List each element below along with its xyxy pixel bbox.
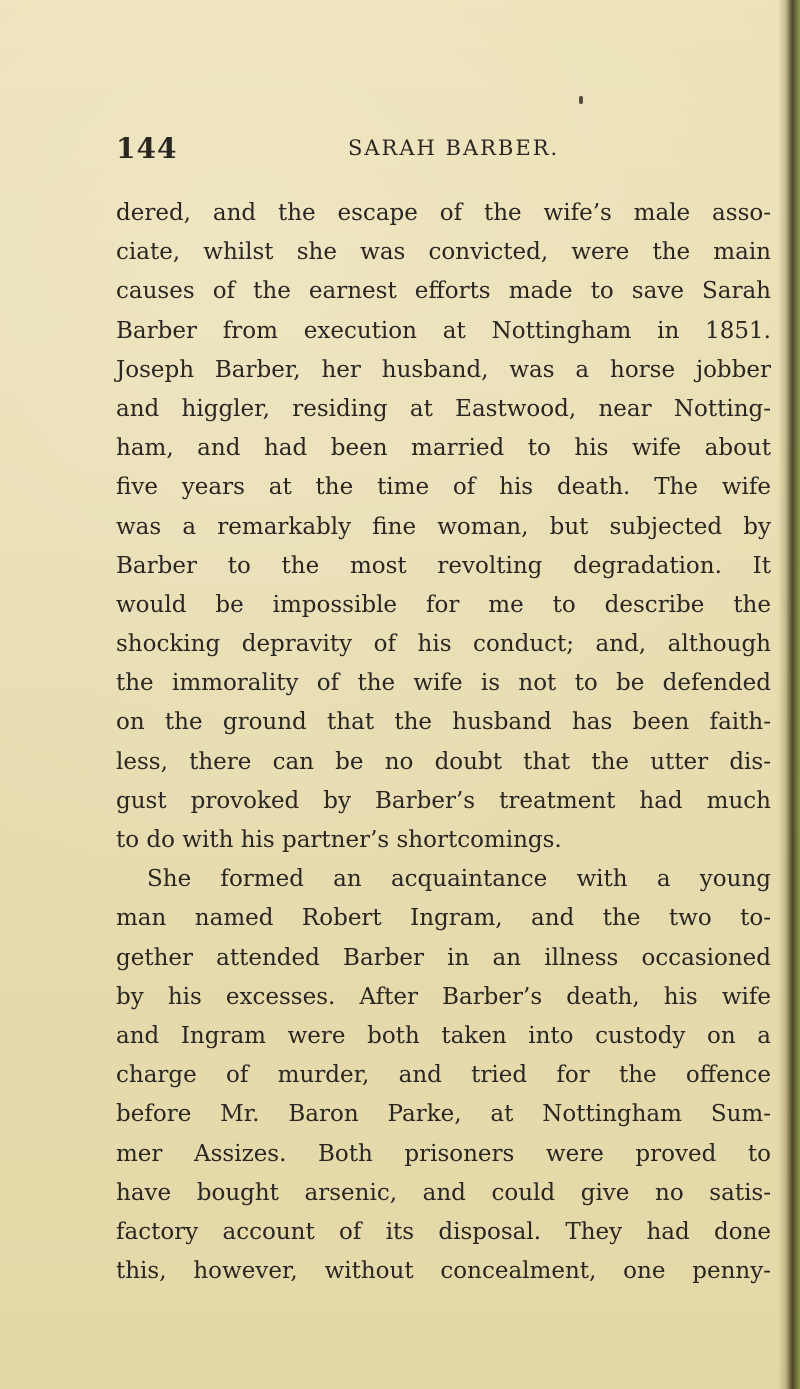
- text-line: this, however, without concealment, one penny-: [116, 1258, 771, 1285]
- text-line: charge of murder, and tried for the offence: [116, 1062, 771, 1089]
- text-line: ham, and had been married to his wife about: [116, 435, 771, 462]
- text-line: Barber from execution at Nottingham in 1851.: [116, 317, 771, 344]
- text-line: and Ingram were both taken into custody on a: [116, 1022, 771, 1049]
- body-text: [116, 194, 771, 1291]
- page-header: [116, 132, 766, 170]
- text-line: factory account of its disposal. They had done: [116, 1218, 771, 1245]
- text-line: was a remarkably fine woman, but subjected by: [116, 513, 771, 540]
- text-line: less, there can be no doubt that the utter dis-: [116, 748, 771, 775]
- text-line: ciate, whilst she was convicted, were the main: [116, 239, 771, 266]
- page-edge: [778, 0, 800, 1389]
- text-line: have bought arsenic, and could give no satis-: [116, 1179, 771, 1206]
- text-line: shocking depravity of his conduct; and, although: [116, 631, 771, 658]
- text-line: five years at the time of his death. The wife: [116, 474, 771, 501]
- running-head: SARAH BARBER.: [348, 136, 560, 160]
- text-line: by his excesses. After Barber’s death, his wife: [116, 983, 771, 1010]
- text-line: the immorality of the wife is not to be defended: [116, 670, 771, 697]
- text-line: gust provoked by Barber’s treatment had much: [116, 787, 771, 814]
- text-line: causes of the earnest efforts made to save Sarah: [116, 278, 771, 305]
- text-line: dered, and the escape of the wife’s male asso-: [116, 200, 771, 226]
- text-line: would be impossible for me to describe the: [116, 591, 771, 618]
- text-line: before Mr. Baron Parke, at Nottingham Sum-: [116, 1101, 771, 1128]
- text-line: gether attended Barber in an illness occasioned: [116, 944, 771, 971]
- text-line: Barber to the most revolting degradation. It: [116, 552, 771, 579]
- ink-mark: [579, 96, 583, 104]
- page-number: 144: [116, 132, 178, 165]
- text-line: and higgler, residing at Eastwood, near Notting-: [116, 395, 771, 422]
- text-line: She formed an acquaintance with a young: [147, 866, 771, 893]
- text-line: man named Robert Ingram, and the two to-: [116, 905, 771, 932]
- text-line: mer Assizes. Both prisoners were proved to: [116, 1140, 771, 1167]
- text-line: on the ground that the husband has been faith-: [116, 709, 771, 736]
- text-line: Joseph Barber, her husband, was a horse jobber: [116, 356, 771, 383]
- text-line: to do with his partner’s shortcomings.: [116, 827, 562, 853]
